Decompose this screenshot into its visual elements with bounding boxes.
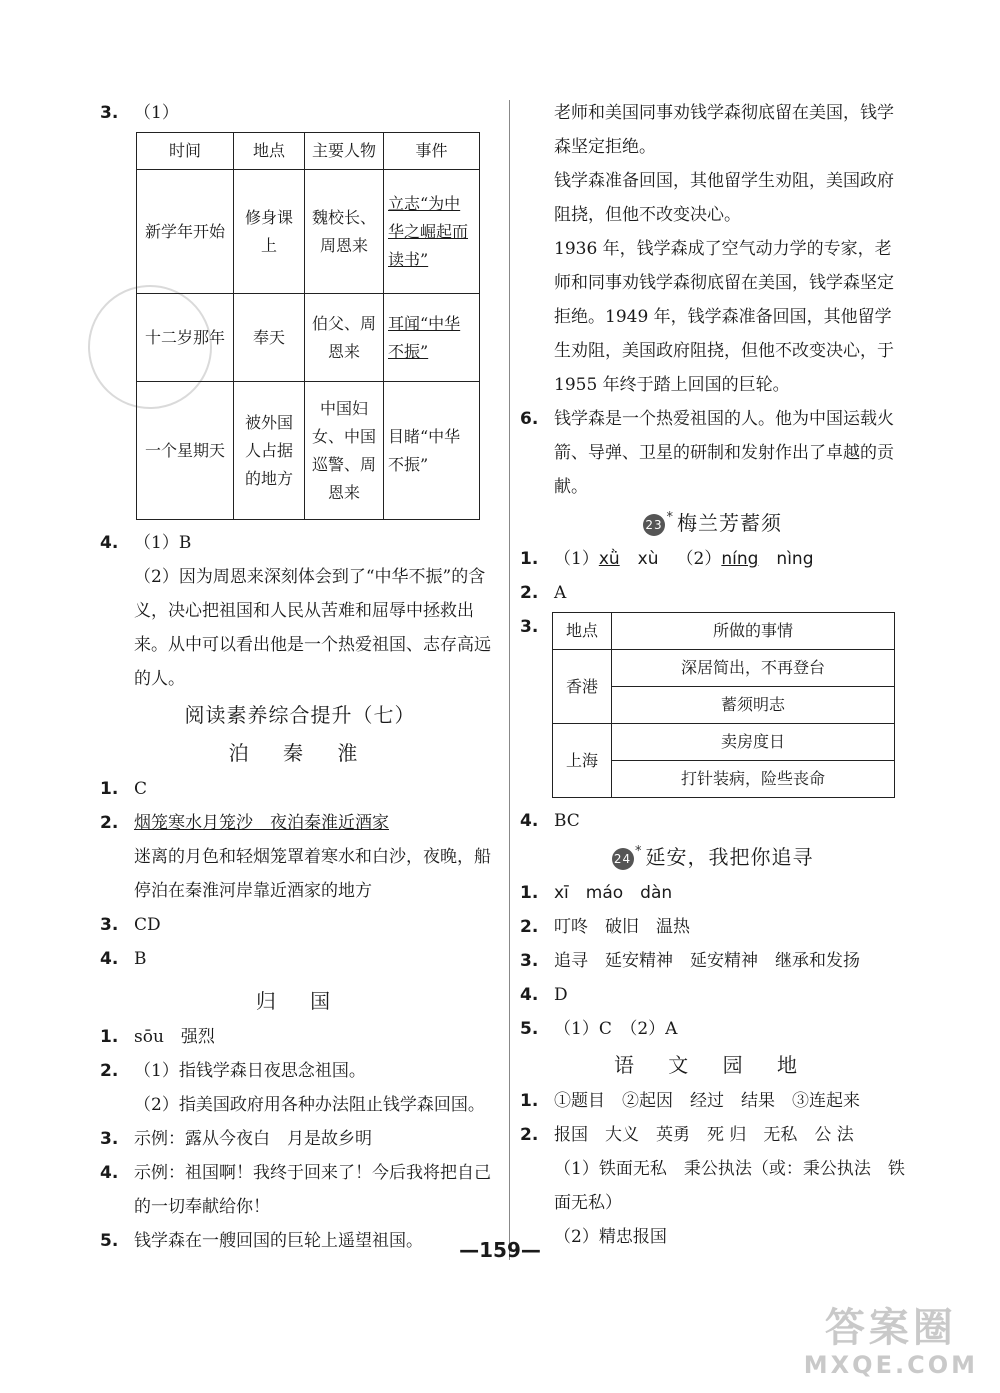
lesson-number-badge: 23 * bbox=[643, 514, 665, 536]
lesson-number-badge: 24 * bbox=[612, 848, 634, 870]
cell: 新学年开始 bbox=[137, 170, 234, 294]
pinyin: nìng bbox=[776, 549, 814, 569]
list-item bbox=[520, 576, 905, 610]
lesson-24-title bbox=[520, 838, 905, 876]
list-item bbox=[100, 1020, 500, 1054]
answer-text: 烟笼寒水月笼沙 夜泊秦淮近酒家 bbox=[134, 813, 389, 833]
table-row bbox=[553, 724, 895, 761]
answer-text: 示例：露从今夜白 月是故乡明 bbox=[134, 1129, 372, 1149]
answer-text: A bbox=[554, 583, 567, 603]
sub-label: （1） bbox=[134, 103, 179, 123]
question-number: 1. bbox=[520, 549, 539, 569]
question-number: 2. bbox=[520, 583, 539, 603]
cell: 深居简出，不再登台 bbox=[612, 650, 895, 687]
list-item bbox=[100, 1122, 500, 1156]
poem-title: 泊 秦 淮 bbox=[228, 741, 372, 765]
cell: 一个星期天 bbox=[137, 382, 234, 520]
question-number: 3. bbox=[100, 915, 119, 935]
question-number: 3. bbox=[520, 617, 539, 637]
section-title: 阅读素养综合提升（七） bbox=[184, 703, 416, 727]
answer-text: 叮咚 破旧 温热 bbox=[554, 917, 690, 937]
header-event: 事件 bbox=[384, 133, 480, 170]
sub-label: （2） bbox=[676, 549, 722, 569]
cell: 香港 bbox=[553, 650, 612, 724]
question-number: 2. bbox=[100, 1061, 119, 1081]
question-number: 4. bbox=[100, 1163, 119, 1183]
lesson-title-text: 延安，我把你追寻 bbox=[645, 845, 814, 869]
list-item bbox=[520, 944, 905, 978]
garden-answers bbox=[520, 1084, 905, 1254]
cell: 蓄须明志 bbox=[612, 687, 895, 724]
header-time: 时间 bbox=[137, 133, 234, 170]
question-number: 5. bbox=[520, 1019, 539, 1039]
answer-text: 钱学森是一个热爱祖国的人。他为中国运载火箭、导弹、卫星的研制和发射作出了卓越的贡献。 bbox=[554, 409, 894, 497]
poem-answers bbox=[100, 772, 500, 976]
cell: 十二岁那年 bbox=[137, 294, 234, 382]
pinyin: níng bbox=[721, 549, 759, 569]
list-item bbox=[520, 804, 905, 838]
answer-text: sōu 强烈 bbox=[134, 1027, 215, 1047]
table-row bbox=[137, 382, 480, 520]
list-item bbox=[520, 542, 905, 576]
cell: 修身课上 bbox=[234, 170, 305, 294]
table-row bbox=[553, 650, 895, 687]
left-column bbox=[100, 96, 500, 1258]
question-number: 4. bbox=[100, 533, 119, 553]
question-number: 6. bbox=[520, 409, 539, 429]
list-item bbox=[100, 806, 500, 840]
lesson-23-title bbox=[520, 504, 905, 542]
guiguo-title: 归 国 bbox=[255, 989, 345, 1013]
list-item bbox=[520, 910, 905, 944]
right-column bbox=[520, 96, 905, 1254]
answer-text: 1936 年，钱学森成了空气动力学的专家，老师和同事劝钱学森彻底留在美国，钱学森坚定拒绝。1949 年，钱学森准备回国，其他留学生劝阻，美国政府阻挠，但他不改变决心，于 1955 年终于踏上回国的巨轮。 bbox=[554, 239, 894, 395]
question-6 bbox=[520, 402, 905, 504]
answer-text: CD bbox=[134, 915, 161, 935]
header-place: 地点 bbox=[234, 133, 305, 170]
pinyin: xù bbox=[637, 549, 659, 569]
answer-text: （1）指钱学森日夜思念祖国。 bbox=[134, 1061, 366, 1081]
question-number: 1. bbox=[520, 1091, 539, 1111]
cell: 被外国人占据的地方 bbox=[234, 382, 305, 520]
list-item bbox=[520, 876, 905, 910]
places-table bbox=[552, 612, 895, 798]
site-watermark bbox=[804, 1305, 978, 1379]
guiguo-answers bbox=[100, 1020, 500, 1258]
question-number: 2. bbox=[520, 1125, 539, 1145]
list-item: （2）精忠报国 bbox=[554, 1227, 667, 1247]
table-header-row bbox=[553, 613, 895, 650]
answer-text: （1）B bbox=[134, 533, 192, 553]
list-item bbox=[100, 908, 500, 942]
list-item bbox=[520, 978, 905, 1012]
answer-text: 示例：祖国啊！我终于回来了！今后我将把自己的一切奉献给你！ bbox=[134, 1163, 491, 1217]
answer-text: （2）因为周恩来深刻体会到了“中华不振”的含义，决心把祖国和人民从苦难和屈辱中拯救出来。从中可以看出他是一个热爱祖国、志存高远的人。 bbox=[134, 567, 491, 689]
header-things: 所做的事情 bbox=[612, 613, 895, 650]
answer-text: 钱学森在一艘回国的巨轮上遥望祖国。 bbox=[134, 1231, 423, 1251]
watermark-url: MXQE.COM bbox=[803, 1351, 978, 1379]
question-number: 4. bbox=[100, 949, 119, 969]
cell: 打针装病，险些丧命 bbox=[612, 761, 895, 798]
table-row bbox=[137, 294, 480, 382]
question-number: 5. bbox=[100, 1231, 119, 1251]
header-people: 主要人物 bbox=[305, 133, 384, 170]
list-item bbox=[100, 1156, 500, 1224]
question-number: 1. bbox=[520, 883, 539, 903]
answer-text: BC bbox=[554, 811, 580, 831]
answer-text: 追寻 延安精神 延安精神 继承和发扬 bbox=[554, 951, 860, 971]
header-place: 地点 bbox=[553, 613, 612, 650]
cell: 目睹“中华不振” bbox=[384, 382, 480, 520]
cell: 上海 bbox=[553, 724, 612, 798]
cell: 魏校长、周恩来 bbox=[305, 170, 384, 294]
answer-text: 报国 大义 英勇 死 归 无私 公 法 bbox=[554, 1125, 854, 1145]
list-item bbox=[520, 1012, 905, 1046]
question-number: 4. bbox=[520, 985, 539, 1005]
pinyin: xǜ bbox=[598, 549, 620, 569]
table-header-row bbox=[137, 133, 480, 170]
events-table bbox=[136, 132, 480, 520]
cell: 伯父、周恩来 bbox=[305, 294, 384, 382]
question-number: 2. bbox=[520, 917, 539, 937]
question-number: 3. bbox=[100, 103, 119, 123]
page-number: —159— bbox=[459, 1238, 541, 1262]
cell: 中国妇女、中国巡警、周恩来 bbox=[305, 382, 384, 520]
list-item bbox=[520, 1084, 905, 1118]
cell: 立志“为中华之崛起而读书” bbox=[384, 170, 480, 294]
question-4 bbox=[100, 526, 500, 560]
answer-text: B bbox=[134, 949, 147, 969]
cell: 卖房度日 bbox=[612, 724, 895, 761]
answer-text: （1）C （2）A bbox=[554, 1019, 678, 1039]
watermark-logo: 答案圈 bbox=[824, 1305, 957, 1351]
question-number: 3. bbox=[520, 951, 539, 971]
answer-text: 钱学森准备回国，其他留学生劝阻，美国政府阻挠，但他不改变决心。 bbox=[554, 171, 894, 225]
question-number: 4. bbox=[520, 811, 539, 831]
lesson-title-text: 梅兰芳蓄须 bbox=[677, 511, 782, 535]
question-number: 1. bbox=[100, 779, 119, 799]
list-item bbox=[100, 942, 500, 976]
answer-text: 老师和美国同事劝钱学森彻底留在美国，钱学森坚定拒绝。 bbox=[554, 103, 894, 157]
table-row bbox=[137, 170, 480, 294]
cell: 奉天 bbox=[234, 294, 305, 382]
column-divider bbox=[509, 100, 510, 1260]
list-item: 迷离的月色和轻烟笼罩着寒水和白沙，夜晚，船停泊在秦淮河岸靠近酒家的地方 bbox=[134, 847, 491, 901]
garden-title: 语 文 园 地 bbox=[613, 1053, 812, 1077]
list-item bbox=[100, 1054, 500, 1088]
question-number: 3. bbox=[100, 1129, 119, 1149]
list-item: （2）指美国政府用各种办法阻止钱学森回国。 bbox=[134, 1095, 485, 1115]
answer-text: C bbox=[134, 779, 148, 799]
list-item bbox=[520, 1118, 905, 1152]
question-3-header bbox=[100, 96, 500, 130]
list-item bbox=[100, 772, 500, 806]
cell: 耳闻“中华不振” bbox=[384, 294, 480, 382]
list-item: （1）铁面无私 秉公执法（或：秉公执法 铁面无私） bbox=[554, 1159, 905, 1213]
question-number: 2. bbox=[100, 813, 119, 833]
sub-label: （1） bbox=[554, 549, 599, 569]
question-number: 1. bbox=[100, 1027, 119, 1047]
answer-text: xī máo dàn bbox=[554, 883, 673, 903]
answer-text: D bbox=[554, 985, 568, 1005]
answer-text: ①题目 ②起因 经过 结果 ③连起来 bbox=[554, 1091, 860, 1111]
lesson-24-answers bbox=[520, 876, 905, 1046]
